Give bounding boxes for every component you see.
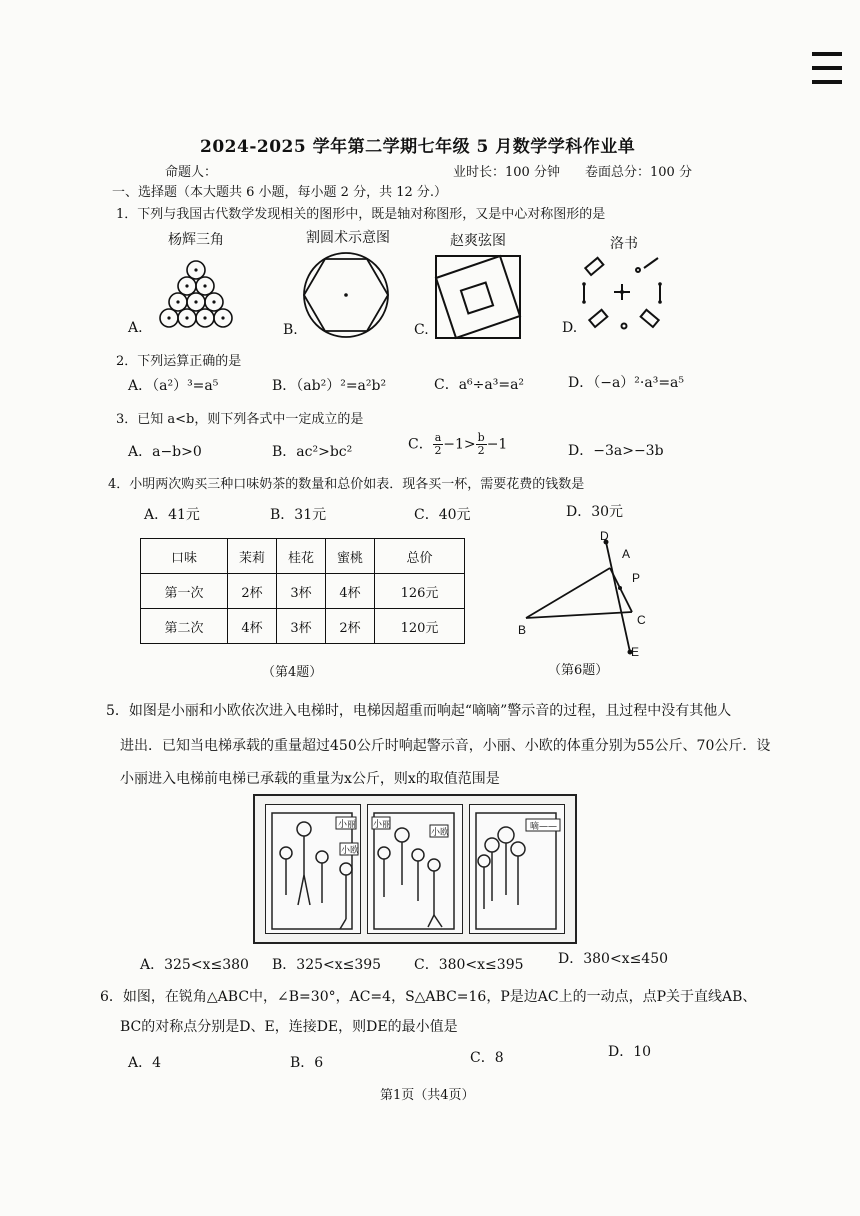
comic-panel-1 — [265, 804, 361, 934]
caption-zhaoshuang: 赵爽弦图 — [450, 233, 506, 249]
comic-panel-3 — [469, 804, 565, 934]
table-header-cell: 桂花 — [277, 539, 326, 574]
bubble-xiaoli-2: 小丽 — [373, 820, 392, 830]
question-5-line-3: 小丽进入电梯前电梯已承载的重量为x公斤，则x的取值范围是 — [120, 771, 500, 787]
q1-option-a-label: A. — [128, 320, 143, 336]
question-6-line-1: 6．如图，在锐角△ABC中，∠B=30°，AC=4，S△ABC=16，P是边AC上的一动点，点P关于直线AB、 — [100, 989, 757, 1005]
caption-geyuanshu: 割圆术示意图 — [306, 230, 390, 246]
page-title: 2024-2025 学年第二学期七年级 5 月数学学科作业单 — [200, 137, 636, 157]
bubble-beep: 嘀—— — [530, 822, 558, 832]
q4-option-a: A．41元 — [144, 507, 200, 523]
q3-option-b: B．ac²>bc² — [272, 444, 353, 460]
q6-option-d: D．10 — [608, 1044, 652, 1060]
q5-option-b: B．325<x≤395 — [272, 957, 382, 973]
point-d-label: D — [600, 530, 609, 543]
question-4-stem: 4．小明两次购买三种口味奶茶的数量和总价如表．现各买一杯，需要花费的钱数是 — [108, 477, 585, 492]
yanghui-triangle-figure — [148, 258, 244, 338]
q2-option-d: D．（−a）²·a³=a⁵ — [568, 375, 685, 391]
table-header-cell: 口味 — [141, 539, 228, 574]
question-5-line-2: 进出．已知当电梯承载的重量超过450公斤时响起警示音，小丽、小欧的体重分别为55公斤、70公斤．设 — [120, 738, 771, 754]
page-footer: 第1页（共4页） — [380, 1088, 475, 1103]
table-row — [141, 574, 465, 609]
geyuanshu-figure — [300, 250, 392, 340]
q1-option-b-label: B. — [283, 322, 298, 338]
meta-time: 业时长：100 分钟 — [453, 165, 560, 180]
table-cell: 126元 — [375, 574, 465, 609]
q5-option-d: D．380<x≤450 — [558, 951, 669, 967]
zhaoshuang-figure — [434, 254, 522, 340]
q2-option-a: A．（a²）³=a⁵ — [128, 378, 219, 394]
bubble-xiaoou-1: 小欧 — [341, 846, 360, 856]
table-cell: 120元 — [375, 609, 465, 644]
triangle-figure-q6 — [508, 530, 668, 660]
caption-yanghui: 杨辉三角 — [168, 232, 224, 248]
elevator-comic — [253, 794, 577, 944]
q6-option-a: A．4 — [128, 1055, 162, 1071]
luoshu-figure — [578, 254, 668, 334]
meta-score: 卷面总分：100 分 — [585, 165, 692, 180]
section-heading: 一、选择题（本大题共 6 小题，每小题 2 分，共 12 分.） — [112, 185, 448, 200]
point-b-label: B — [518, 623, 527, 637]
meta-author: 命题人： — [165, 165, 218, 180]
table-cell: 2杯 — [228, 574, 277, 609]
table-header-row — [141, 539, 465, 574]
point-p-label: P — [632, 571, 641, 585]
table-cell: 第一次 — [141, 574, 228, 609]
menu-icon[interactable] — [812, 52, 842, 84]
question-5-line-1: 5．如图是小丽和小欧依次进入电梯时，电梯因超重而响起“嘀嘀”警示音的过程，且过程中没有其他人 — [106, 703, 732, 719]
q5-option-a: A．325<x≤380 — [140, 957, 249, 973]
q4-option-c: C．40元 — [414, 507, 471, 523]
point-e-label: E — [631, 645, 640, 659]
q2-option-b: B．（ab²）²=a²b² — [272, 378, 387, 394]
point-c-label: C — [637, 613, 646, 627]
q2-option-c: C．a⁶÷a³=a² — [434, 377, 525, 393]
q6-option-c: C．8 — [470, 1050, 504, 1066]
point-a-label: A — [622, 547, 631, 561]
q3-option-a: A．a−b>0 — [128, 444, 202, 460]
q4-option-b: B．31元 — [270, 507, 327, 523]
table-header-cell: 蜜桃 — [326, 539, 375, 574]
q1-option-c-label: C. — [414, 322, 429, 338]
comic-panel-2 — [367, 804, 463, 934]
q3-option-c: C． $\frac{a}{2}$ −1> $\frac{b}{2}$ −1 — [408, 431, 508, 457]
q4-option-d: D．30元 — [566, 504, 624, 520]
table-row — [141, 609, 465, 644]
q3-option-d: D．−3a>−3b — [568, 443, 664, 459]
table-cell: 3杯 — [277, 574, 326, 609]
table-cell: 4杯 — [228, 609, 277, 644]
figure-4-label: （第4题） — [262, 665, 323, 680]
bubble-xiaoou-2: 小欧 — [431, 828, 450, 838]
q1-option-d-label: D. — [562, 320, 578, 336]
q6-option-b: B．6 — [290, 1055, 324, 1071]
table-header-cell: 茉莉 — [228, 539, 277, 574]
question-1-stem: 1．下列与我国古代数学发现相关的图形中，既是轴对称图形，又是中心对称图形的是 — [116, 207, 606, 222]
table-cell: 4杯 — [326, 574, 375, 609]
question-3-stem: 3．已知 a<b，则下列各式中一定成立的是 — [116, 412, 364, 427]
table-cell: 3杯 — [277, 609, 326, 644]
q5-option-c: C．380<x≤395 — [414, 957, 524, 973]
question-2-stem: 2．下列运算正确的是 — [116, 354, 242, 369]
table-header-cell: 总价 — [375, 539, 465, 574]
question-6-line-2: BC的对称点分别是D、E，连接DE，则DE的最小值是 — [120, 1019, 458, 1035]
bubble-xiaoli-1: 小丽 — [338, 820, 357, 830]
figure-6-label: （第6题） — [548, 663, 609, 678]
table-cell: 第二次 — [141, 609, 228, 644]
table-cell: 2杯 — [326, 609, 375, 644]
caption-luoshu: 洛书 — [610, 236, 638, 252]
milk-tea-table — [140, 538, 465, 644]
